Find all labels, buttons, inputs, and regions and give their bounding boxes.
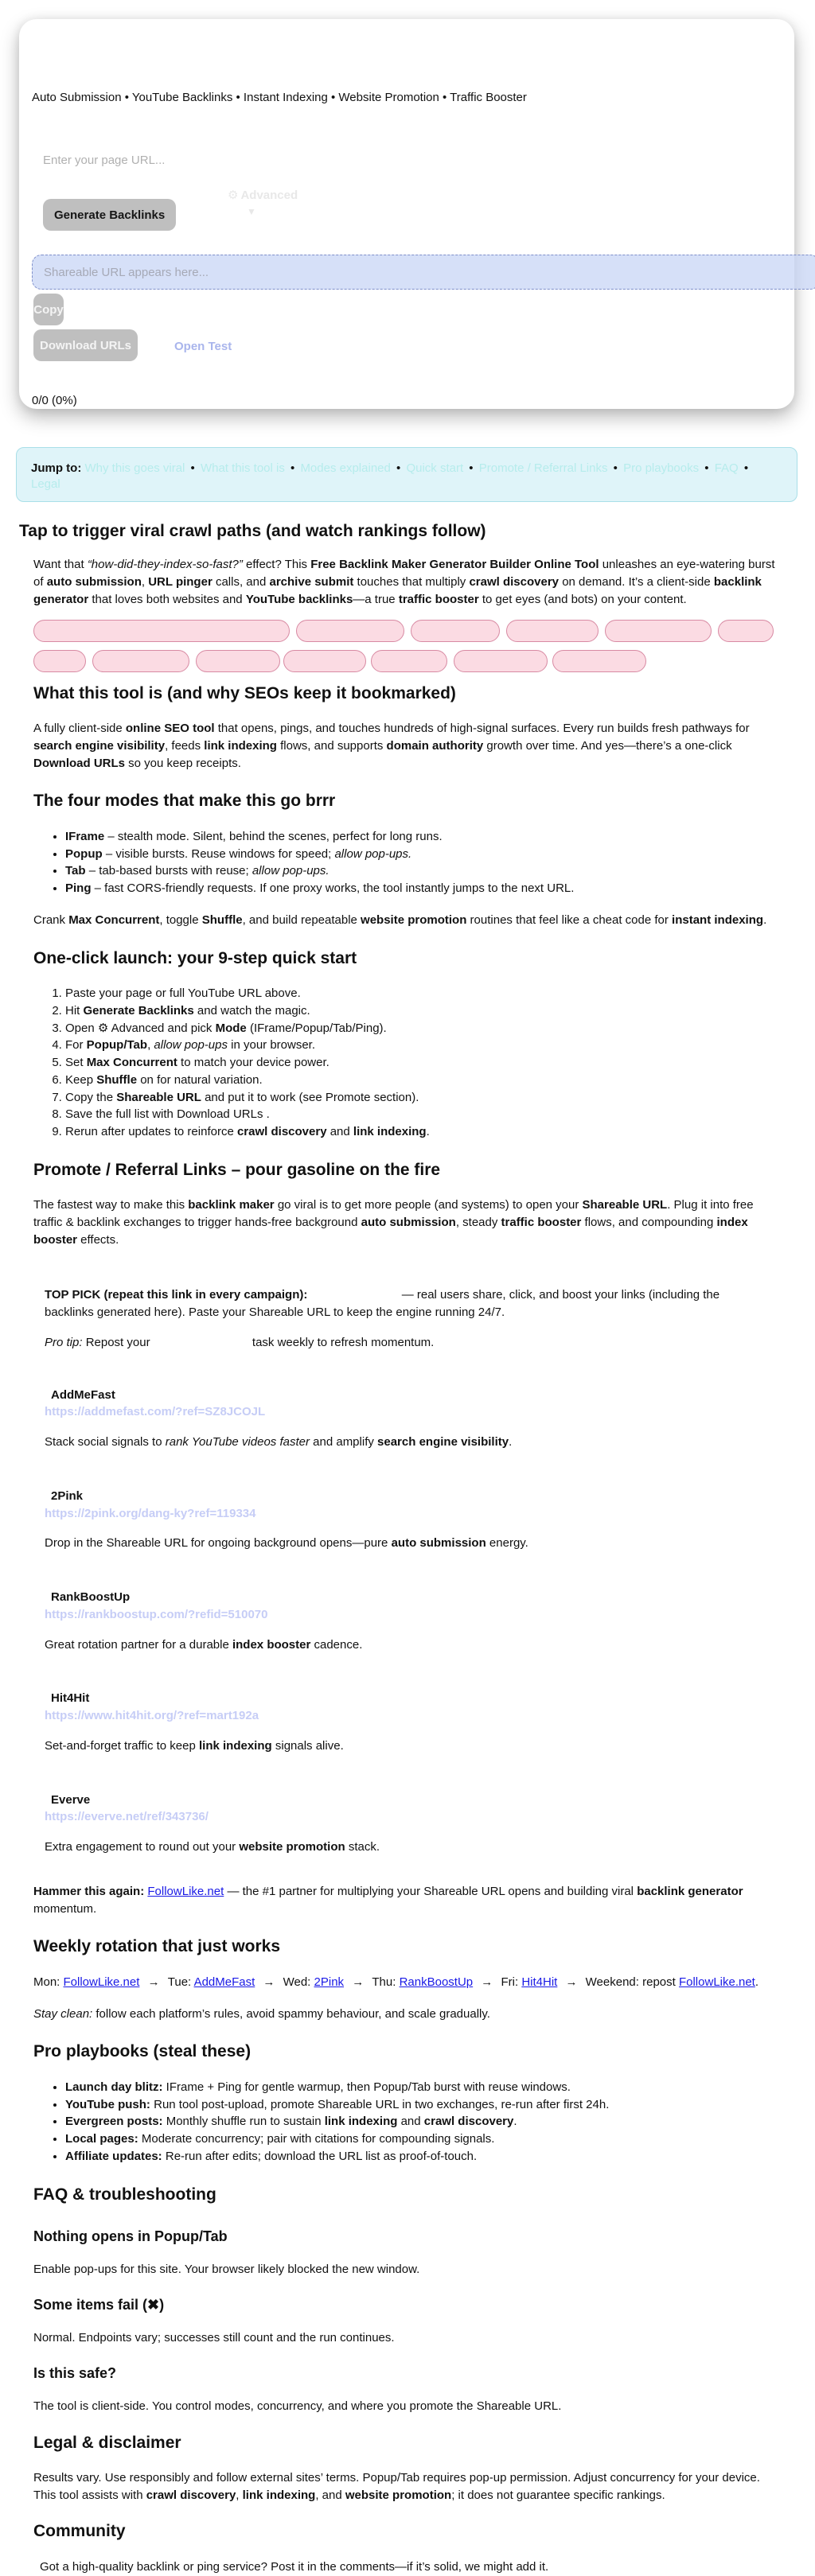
hero-paragraph bbox=[0, 556, 815, 608]
rotation-schedule: Mon: FollowLike.net → Tue: AddMeFast → Wed: 2Pink → Thu: RankBoostUp → Fri: Hit4Hit → Weekend: repost FollowLike.net. bbox=[33, 1975, 759, 1989]
keyword: link indexing bbox=[324, 2115, 398, 2129]
partner-description bbox=[45, 1434, 770, 1451]
faq-question: Some items fail (✖) bbox=[33, 2296, 165, 2313]
partner-ref-link[interactable]: https://2pink.org/dang-ky?ref=119334 bbox=[45, 1506, 256, 1520]
partner-ref-link[interactable]: https://everve.net/ref/343736/ bbox=[45, 1810, 209, 1824]
keyword: Max Concurrent bbox=[68, 912, 160, 927]
text: Rerun after updates to reinforce bbox=[65, 1125, 237, 1138]
text: to match your device power. bbox=[177, 1056, 330, 1069]
mode-note: allow pop-ups. bbox=[252, 864, 330, 878]
keyword-pill-row bbox=[33, 620, 791, 675]
rotation-day: Thu: bbox=[372, 1975, 400, 1989]
text: Keep bbox=[65, 1072, 97, 1087]
keyword: archive submit bbox=[269, 575, 354, 590]
rotation-link[interactable]: FollowLike.net bbox=[63, 1975, 140, 1989]
modes-title: The four modes that make this go brrr bbox=[33, 792, 336, 811]
keyword-pill bbox=[371, 650, 447, 672]
promote-paragraph bbox=[33, 1197, 782, 1248]
rotation-link[interactable]: RankBoostUp bbox=[399, 1975, 474, 1989]
keyword: auto submission bbox=[361, 1215, 456, 1229]
partner-card bbox=[0, 1387, 815, 1451]
partner-description bbox=[45, 1535, 770, 1552]
jump-link[interactable]: FAQ bbox=[714, 461, 739, 475]
what-title: What this tool is (and why SEOs keep it bookmarked) bbox=[33, 683, 456, 702]
text: Drop in the Shareable URL for ongoing background opens—pure bbox=[45, 1536, 392, 1551]
mode-desc: – visible bursts. Reuse windows for speed; bbox=[102, 846, 335, 861]
separator: • bbox=[740, 461, 749, 475]
pro-tip bbox=[45, 1334, 770, 1352]
keyword: index booster bbox=[33, 1215, 748, 1247]
partner-name: Everve bbox=[51, 1792, 91, 1807]
text: flows, and supports bbox=[276, 738, 387, 753]
hammer-label: Hammer this again: bbox=[33, 1884, 145, 1898]
text: ⚙ Advanced bbox=[97, 1021, 165, 1035]
text: , and build repeatable bbox=[242, 912, 361, 927]
open-test-link[interactable]: Open Test bbox=[174, 340, 232, 353]
faq-question: Is this safe? bbox=[33, 2364, 117, 2381]
keyword-pill bbox=[411, 620, 500, 642]
emphasis: rank YouTube videos faster bbox=[165, 1435, 310, 1449]
text: For bbox=[65, 1038, 87, 1053]
text: Download URLs bbox=[177, 1107, 263, 1122]
keyword: link indexing bbox=[353, 1125, 427, 1138]
promote-title: Promote / Referral Links – pour gasoline on the fire bbox=[33, 1160, 441, 1179]
partner-description bbox=[45, 1636, 770, 1654]
text: on demand. It’s a client-side bbox=[559, 575, 714, 590]
keyword-pill bbox=[283, 650, 366, 672]
quickstart-step bbox=[65, 1106, 782, 1123]
top-pick-text: — real users share, click, and boost your links (including the backlinks generated here). Paste your Shareable URL to keep the engine running 24/7. bbox=[45, 1288, 720, 1320]
faq-answer: The tool is client-side. You control modes, concurrency, and where you promote the Shareable URL. bbox=[33, 2399, 562, 2413]
text: Set-and-forget traffic to keep bbox=[45, 1738, 199, 1753]
quickstart-step bbox=[65, 1089, 782, 1107]
partner-card bbox=[0, 1589, 815, 1653]
tagline: Auto Submission • YouTube Backlinks • Instant Indexing • Website Promotion • Traffic Booster bbox=[32, 91, 527, 104]
text: IFrame + Ping for gentle warmup, then Popup/Tab burst with reuse windows. bbox=[162, 2080, 571, 2094]
text: Extra engagement to round out your bbox=[45, 1840, 240, 1854]
community-text: Got a high-quality backlink or ping service? Post it in the comments—if it’s solid, we might add it. bbox=[40, 2559, 549, 2574]
text: . bbox=[513, 2115, 517, 2129]
legal-title: Legal & disclaimer bbox=[33, 2433, 181, 2452]
text: stack. bbox=[345, 1840, 380, 1854]
faq-question: Nothing opens in Popup/Tab bbox=[33, 2228, 228, 2244]
faq-list bbox=[33, 2226, 782, 2415]
text: and bbox=[326, 1125, 353, 1138]
playbook-item bbox=[65, 2148, 782, 2165]
quickstart-step bbox=[65, 1123, 782, 1141]
keyword-pill bbox=[296, 620, 404, 642]
partner-name: RankBoostUp bbox=[51, 1590, 131, 1605]
playbook-name: Evergreen posts: bbox=[65, 2115, 163, 2129]
stay-clean-label: Stay clean: bbox=[33, 2006, 93, 2021]
keyword: Mode bbox=[215, 1021, 247, 1035]
text: and pick bbox=[164, 1021, 216, 1035]
text: , and bbox=[315, 2488, 345, 2502]
partner-ref-link[interactable]: https://www.hit4hit.org/?ref=mart192a bbox=[45, 1709, 259, 1723]
keyword-pill bbox=[718, 620, 774, 642]
text: Open bbox=[65, 1021, 98, 1035]
partner-card bbox=[0, 1690, 815, 1754]
separator: • bbox=[287, 461, 298, 475]
keyword: instant indexing bbox=[672, 912, 764, 927]
keyword: crawl discovery bbox=[236, 1125, 327, 1138]
keyword: Shareable URL bbox=[116, 1090, 201, 1104]
rotation-weekend: Weekend: repost bbox=[585, 1975, 679, 1989]
rotation-day: Wed: bbox=[283, 1975, 314, 1989]
separator: • bbox=[701, 461, 712, 475]
keyword-pill bbox=[552, 650, 646, 672]
partner-ref-link[interactable]: https://addmefast.com/?ref=SZ8JCOJL bbox=[45, 1405, 266, 1419]
text: . bbox=[426, 1125, 430, 1138]
mode-desc: – stealth mode. Silent, behind the scenes, perfect for long runs. bbox=[104, 829, 443, 843]
text: and watch the magic. bbox=[193, 1003, 310, 1018]
keyword-pill bbox=[92, 650, 189, 672]
stay-clean-text: follow each platform’s rules, avoid spammy behaviour, and scale gradually. bbox=[92, 2006, 490, 2021]
stay-clean-note bbox=[33, 2006, 782, 2023]
modes-after-paragraph bbox=[33, 912, 782, 929]
partner-ref-link[interactable]: https://rankboostup.com/?refid=510070 bbox=[45, 1607, 268, 1621]
page-url-input[interactable] bbox=[41, 148, 519, 172]
text: energy. bbox=[485, 1536, 528, 1551]
rotation-link[interactable]: 2Pink bbox=[314, 1975, 345, 1989]
faq-title: FAQ & troubleshooting bbox=[33, 2185, 216, 2204]
arrow-right-icon: → bbox=[259, 1975, 279, 1989]
text: that loves both websites and bbox=[88, 592, 246, 606]
quickstart-steps bbox=[33, 985, 782, 1141]
text: Re-run after edits; download the URL list as proof-of-touch. bbox=[162, 2149, 478, 2163]
rotation-link[interactable]: Hit4Hit bbox=[521, 1975, 558, 1989]
text: growth over time. And yes—there’s a one-click bbox=[483, 738, 732, 753]
text: Save the full list with bbox=[65, 1107, 177, 1122]
text: and put it to work (see Promote section). bbox=[201, 1090, 419, 1104]
playbook-name: YouTube push: bbox=[65, 2097, 150, 2111]
keyword: Shuffle bbox=[96, 1072, 138, 1087]
keyword: Generate Backlinks bbox=[83, 1003, 194, 1018]
jump-label: Jump to: bbox=[31, 461, 82, 475]
jump-link[interactable]: Why this goes viral bbox=[84, 461, 185, 475]
text: Crank bbox=[33, 912, 69, 927]
partner-description bbox=[45, 1737, 770, 1755]
jump-to-nav bbox=[16, 447, 797, 502]
arrow-right-icon: → bbox=[562, 1975, 581, 1989]
mode-note: allow pop-ups. bbox=[334, 846, 412, 861]
jump-link[interactable]: Quick start bbox=[406, 461, 464, 475]
text: Run tool post-upload, promote Shareable URL in two exchanges, re-run after first 24h. bbox=[150, 2097, 610, 2111]
keyword: Popup/Tab bbox=[86, 1038, 148, 1053]
partner-name: AddMeFast bbox=[51, 1387, 115, 1402]
hammer-end: momentum. bbox=[33, 1901, 97, 1916]
top-pick-label: TOP PICK (repeat this link in every campaign): bbox=[45, 1288, 308, 1302]
keyword-pill bbox=[33, 620, 290, 642]
keyword-pill bbox=[605, 620, 712, 642]
separator: • bbox=[187, 461, 198, 475]
mode-item bbox=[65, 828, 782, 846]
quickstart-step bbox=[65, 985, 782, 1002]
text: , bbox=[147, 1038, 154, 1053]
text: Copy the bbox=[65, 1090, 117, 1104]
what-paragraph bbox=[33, 720, 782, 772]
text: Great rotation partner for a durable bbox=[45, 1637, 232, 1652]
hammer-bold: backlink generator bbox=[637, 1884, 743, 1898]
text: and amplify bbox=[309, 1435, 378, 1449]
mode-name: Ping bbox=[65, 881, 92, 896]
text: . Plug it into free traffic & backlink exchanges to trigger hands-free background bbox=[33, 1198, 754, 1229]
text: Hit bbox=[65, 1003, 84, 1018]
playbook-item bbox=[65, 2079, 782, 2096]
hammer-paragraph bbox=[33, 1883, 782, 1918]
keyword: link indexing bbox=[242, 2488, 316, 2502]
mode-item bbox=[65, 880, 782, 897]
text: touches that multiply bbox=[353, 575, 470, 590]
text: to get eyes (and bots) on your content. bbox=[478, 592, 687, 606]
copy-button[interactable]: Copy bbox=[33, 294, 64, 325]
top-pick-block bbox=[0, 1286, 815, 1351]
keyword: YouTube backlinks bbox=[245, 592, 353, 606]
text: Paste your page or full YouTube URL above. bbox=[65, 986, 301, 1000]
community-title: Community bbox=[33, 2522, 126, 2541]
text: , bbox=[141, 575, 149, 590]
quickstart-title: One-click launch: your 9-step quick start bbox=[33, 948, 357, 967]
text: and bbox=[397, 2115, 424, 2129]
text: A fully client-side bbox=[33, 722, 126, 736]
pro-tip-label: Pro tip: bbox=[45, 1335, 83, 1349]
text: (IFrame/Popup/Tab/Ping). bbox=[246, 1021, 387, 1035]
keyword-pill bbox=[33, 650, 86, 672]
text: Moderate concurrency; pair with citations for compounding signals. bbox=[138, 2132, 495, 2146]
rotation-day: Mon: bbox=[33, 1975, 64, 1989]
text: The fastest way to make this bbox=[33, 1198, 189, 1212]
hero-title: Tap to trigger viral crawl paths (and watch rankings follow) bbox=[19, 522, 486, 540]
quickstart-step bbox=[65, 1020, 782, 1037]
emphasis: “how-did-they-index-so-fast?” bbox=[87, 558, 243, 572]
keyword: website promotion bbox=[239, 1840, 345, 1854]
keyword-pill bbox=[196, 650, 280, 672]
keyword: search engine visibility bbox=[33, 738, 166, 753]
rotation-title: Weekly rotation that just works bbox=[33, 1937, 281, 1956]
rotation-link[interactable]: FollowLike.net bbox=[678, 1975, 755, 1989]
text: Stack social signals to bbox=[45, 1435, 166, 1449]
text: . bbox=[763, 912, 767, 927]
playbook-item bbox=[65, 2130, 782, 2148]
modes-list bbox=[33, 828, 782, 897]
text: . bbox=[509, 1435, 513, 1449]
mode-name: IFrame bbox=[65, 829, 105, 843]
playbook-name: Affiliate updates: bbox=[65, 2149, 162, 2163]
separator: • bbox=[610, 461, 622, 475]
keyword: domain authority bbox=[386, 738, 484, 753]
jump-link[interactable]: What this tool is bbox=[200, 461, 285, 475]
text: effects. bbox=[77, 1232, 119, 1247]
quickstart-step bbox=[65, 1072, 782, 1089]
text: go viral is to get more people (and systems) to open your bbox=[274, 1198, 583, 1212]
text: calls, and bbox=[212, 575, 270, 590]
text: effect? This bbox=[242, 558, 311, 572]
keyword: crawl discovery bbox=[469, 575, 560, 590]
generate-backlinks-button[interactable]: Generate Backlinks bbox=[43, 199, 176, 231]
playbook-name: Launch day blitz: bbox=[65, 2080, 163, 2094]
pro-tip-text: Repost your bbox=[82, 1335, 154, 1349]
keyword: website promotion bbox=[345, 2488, 452, 2502]
playbook-item bbox=[65, 2113, 782, 2130]
pro-tip-text-end: task weekly to refresh momentum. bbox=[248, 1335, 435, 1349]
mode-name: Popup bbox=[65, 846, 103, 861]
arrow-right-icon: → bbox=[349, 1975, 368, 1989]
keyword: Free Backlink Maker Generator Builder Online Tool bbox=[310, 558, 599, 572]
arrow-right-icon: → bbox=[144, 1975, 163, 1989]
rotation-link[interactable]: AddMeFast bbox=[193, 1975, 255, 1989]
keyword: search engine visibility bbox=[377, 1435, 509, 1449]
keyword: link indexing bbox=[204, 738, 277, 753]
keyword: URL pinger bbox=[148, 575, 213, 590]
text: in your browser. bbox=[227, 1038, 316, 1053]
top-pick-paragraph bbox=[45, 1286, 770, 1321]
mode-desc: – tab-based bursts with reuse; bbox=[85, 864, 252, 878]
keyword: Shuffle bbox=[201, 912, 243, 927]
keyword: website promotion bbox=[361, 912, 467, 927]
download-urls-button[interactable]: Download URLs bbox=[33, 329, 138, 361]
playbook-name: Local pages: bbox=[65, 2132, 138, 2146]
legal-paragraph bbox=[33, 2469, 782, 2504]
faq-answer: Enable pop-ups for this site. Your browser likely blocked the new window. bbox=[33, 2263, 420, 2277]
advanced-toggle[interactable] bbox=[228, 188, 298, 220]
text: that opens, pings, and touches hundreds of high-signal surfaces. Every run builds fresh pathways for bbox=[214, 722, 750, 736]
followlike-link[interactable]: FollowLike.net bbox=[147, 1884, 224, 1898]
partner-card bbox=[0, 1488, 815, 1552]
emphasis: allow pop-ups bbox=[154, 1038, 228, 1053]
text: , toggle bbox=[159, 912, 202, 927]
keyword: traffic booster bbox=[501, 1215, 582, 1229]
keyword: auto submission bbox=[46, 575, 142, 590]
keyword: auto submission bbox=[391, 1536, 486, 1551]
text: , bbox=[236, 2488, 243, 2502]
playbook-item bbox=[65, 2096, 782, 2114]
text: . bbox=[263, 1107, 270, 1122]
mode-item bbox=[65, 846, 782, 863]
keyword: crawl discovery bbox=[423, 2115, 514, 2129]
faq-answer: Normal. Endpoints vary; successes still count and the run continues. bbox=[33, 2330, 395, 2344]
text: ; it does not guarantee specific rankings. bbox=[451, 2488, 665, 2502]
text: routines that feel like a cheat code for bbox=[466, 912, 673, 927]
text: flows, and compounding bbox=[581, 1215, 717, 1229]
partner-card bbox=[0, 1792, 815, 1856]
partner-name: 2Pink bbox=[51, 1488, 84, 1503]
jump-link[interactable]: Modes explained bbox=[300, 461, 391, 475]
progress-counter: 0/0 (0%) bbox=[32, 394, 77, 407]
mode-item bbox=[65, 862, 782, 880]
separator: • bbox=[466, 461, 477, 475]
keyword: backlink generator bbox=[33, 575, 762, 606]
keyword-pill bbox=[506, 620, 599, 642]
keyword-pill bbox=[454, 650, 548, 672]
keyword: Max Concurrent bbox=[86, 1056, 177, 1069]
partner-description bbox=[45, 1839, 770, 1856]
partner-name: Hit4Hit bbox=[51, 1691, 90, 1706]
text: cadence. bbox=[310, 1637, 363, 1652]
jump-link[interactable]: Promote / Referral Links bbox=[478, 461, 608, 475]
arrow-right-icon: → bbox=[478, 1975, 497, 1989]
playbooks-title: Pro playbooks (steal these) bbox=[33, 2042, 252, 2061]
text: so you keep receipts. bbox=[125, 756, 241, 770]
mode-desc: – fast CORS-friendly requests. If one proxy works, the tool instantly jumps to the next URL. bbox=[91, 881, 575, 896]
text: Monthly shuffle run to sustain bbox=[162, 2115, 325, 2129]
text: Want that bbox=[33, 558, 88, 572]
shareable-url-field[interactable] bbox=[32, 255, 815, 290]
keyword: traffic booster bbox=[398, 592, 479, 606]
keyword: Shareable URL bbox=[582, 1198, 668, 1212]
text: on for natural variation. bbox=[137, 1072, 263, 1087]
text: Results vary. Use responsibly and follow external sites’ terms. Popup/Tab requires pop-up permission. Adjust concurrency for your device. This tool assists with bbox=[33, 2470, 760, 2502]
keyword: backlink maker bbox=[188, 1198, 275, 1212]
partner-list bbox=[0, 1387, 815, 1856]
keyword: Download URLs bbox=[33, 756, 125, 770]
quickstart-step bbox=[65, 1054, 782, 1072]
keyword: crawl discovery bbox=[146, 2488, 236, 2502]
text: , feeds bbox=[165, 738, 205, 753]
playbooks-list bbox=[33, 2079, 782, 2165]
keyword: online SEO tool bbox=[125, 722, 215, 736]
keyword: index booster bbox=[232, 1637, 311, 1652]
text: , steady bbox=[455, 1215, 501, 1229]
hammer-text: — the #1 partner for multiplying your Shareable URL opens and building viral bbox=[224, 1884, 638, 1898]
advanced-label: Advanced bbox=[240, 189, 298, 202]
text: Set bbox=[65, 1056, 87, 1069]
keyword: link indexing bbox=[199, 1738, 272, 1753]
gear-icon: ⚙ bbox=[228, 189, 239, 202]
jump-link[interactable]: Pro playbooks bbox=[623, 461, 700, 475]
rotation-day: Fri: bbox=[501, 1975, 522, 1989]
rotation-day: Tue: bbox=[167, 1975, 194, 1989]
quickstart-step bbox=[65, 1037, 782, 1054]
chevron-down-icon: ▼ bbox=[247, 206, 256, 217]
text: unleashes an eye-watering burst of bbox=[33, 558, 775, 590]
mode-name: Tab bbox=[65, 864, 86, 878]
tool-card bbox=[19, 19, 794, 409]
text: —a true bbox=[353, 592, 399, 606]
quickstart-step bbox=[65, 1002, 782, 1020]
text: signals alive. bbox=[271, 1738, 344, 1753]
separator: • bbox=[392, 461, 404, 475]
jump-link[interactable]: Legal bbox=[31, 477, 60, 491]
